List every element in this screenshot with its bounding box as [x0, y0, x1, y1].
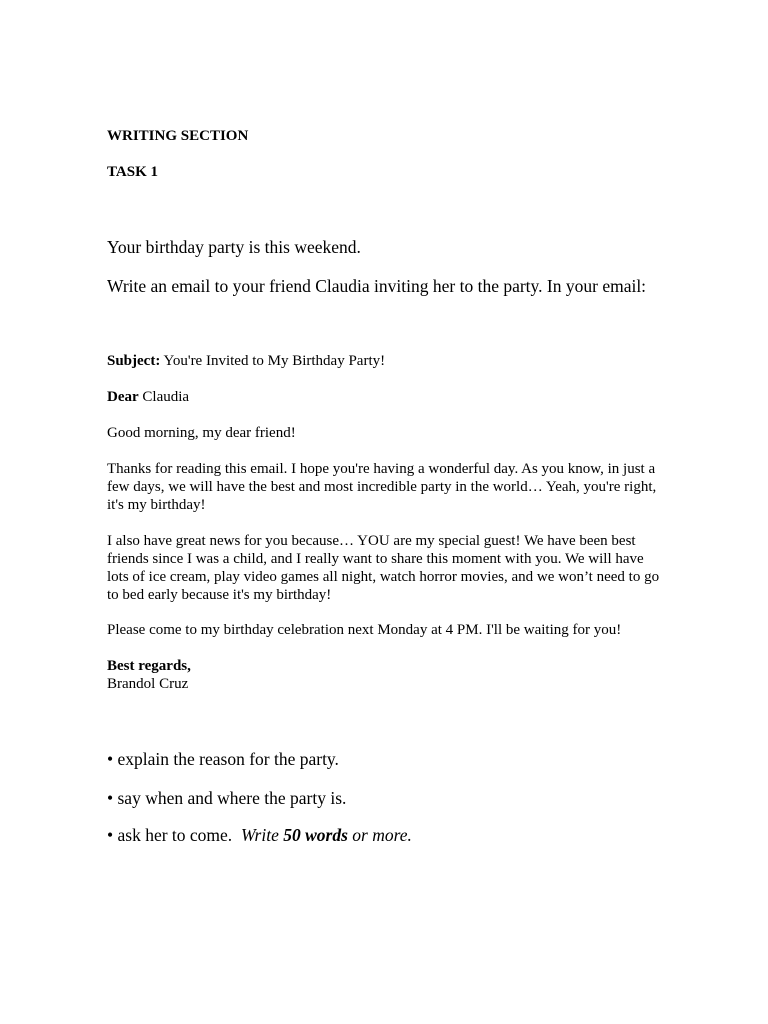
email-closing: Best regards, — [107, 658, 191, 674]
task-label: TASK 1 — [107, 164, 158, 180]
bullet-item-3 — [107, 825, 412, 846]
email-paragraph-3: Please come to my birthday celebration next Monday at 4 PM. I'll be waiting for you! — [107, 622, 622, 638]
bullet-item-3-text: • ask her to come. — [107, 825, 233, 845]
email-signature: Brandol Cruz — [107, 676, 189, 692]
dear-label: Dear — [107, 389, 139, 405]
dear-name: Claudia — [142, 389, 190, 405]
email-paragraph-2: I also have great news for you because… YOU are my special guest! We have been best friends since I was a child, and I really want to share this moment with you. We will have lots of ice cream, play video games all night, watch horror movies, and we won’t need to go to bed early because it's my birthday! — [107, 533, 660, 603]
bullet-item-1: • explain the reason for the party. — [107, 749, 339, 769]
word-count-suffix: or more. — [352, 825, 412, 845]
section-title: WRITING SECTION — [107, 128, 249, 144]
email-greeting: Good morning, my dear friend! — [107, 425, 296, 441]
email-salutation — [107, 388, 189, 406]
bullet-item-2: • say when and where the party is. — [107, 788, 347, 808]
prompt-line-2: Write an email to your friend Claudia inviting her to the party. In your email: — [107, 276, 647, 296]
email-paragraph-1: Thanks for reading this email. I hope you're having a wonderful day. As you know, in just a few days, we will have the best and most incredible party in the world… Yeah, you're right, it's my birthday! — [107, 461, 657, 513]
email-subject — [107, 352, 385, 370]
word-count: 50 words — [283, 825, 348, 845]
subject-label: Subject: — [107, 353, 161, 369]
subject-value: You're Invited to My Birthday Party! — [163, 353, 386, 369]
write-label: Write — [240, 825, 279, 845]
word-count-instruction — [241, 825, 412, 845]
prompt-line-1: Your birthday party is this weekend. — [107, 237, 361, 257]
